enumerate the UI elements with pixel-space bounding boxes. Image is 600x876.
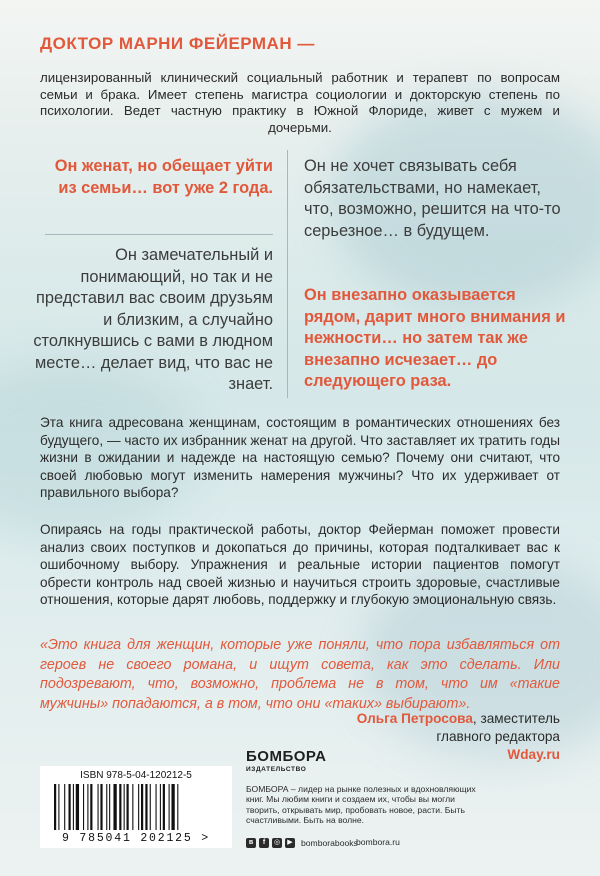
description-paragraph-2: Опираясь на годы практической работы, доктор Фейерман поможет провести анализ своих поступков и докопаться до причины, которая подталкивает вас к ошибочному выбору. Упражнения и реальные истории пациентов помогут обрести контроль над своей жизнью и научиться строить здоровые, счастливые отношения, которые дарят любовь, поддержку и глубокую эмоциональную связь. <box>40 522 560 608</box>
barcode-bars <box>54 784 218 830</box>
ean-digits: 9 785041 202125 > <box>62 832 210 845</box>
barcode <box>40 766 232 848</box>
reviewer-role-2: главного редактора <box>436 729 560 744</box>
publisher-site: bombora.ru <box>356 837 400 847</box>
vertical-divider <box>287 150 288 398</box>
instagram-icon: ◎ <box>273 839 281 846</box>
quote-commitment: Он не хочет связывать себя обязательствами, но намекает, что, возможно, решится на что-то серьезное… в будущем. <box>304 157 561 240</box>
review-quote: «Это книга для женщин, которые уже поняли, что пора избавляться от героев не своего романа, и ищут совета, как это сделать. Или подозревают, что, возможно, проблема не в том, что им «такие мужчины» попадаются, а в том, что они «таких» выбирают». <box>40 637 560 712</box>
author-bio: лицензированный клинический социальный работник и терапевт по вопросам семьи и брака. Имеет степень магистра социологии и докторскую степень по психологии. Ведет частную практику в Южной Флориде, живет с мужем и дочерьми. <box>40 70 560 135</box>
publisher-description: БОМБОРА – лидер на рынке полезных и вдохновляющих книг. Мы любим книги и создаем их, чтобы вы могли творить, открывать мир, пробовать новое, расти. Быть счастливыми. Быть на волне. <box>246 784 476 825</box>
description-paragraph-1: Эта книга адресована женщинам, состоящим в романтических отношениях без будущего, — часто их избранник женат на другой. Что заставляет их тратить годы жизни в ожидании и надежде на настоящую семью? Почему они считают, что своей любовью могут изменить намерения мужчины? Что их удерживает от правильного выбора? <box>40 415 560 501</box>
horizontal-divider <box>45 234 273 235</box>
vk-icon: в <box>246 838 256 848</box>
reviewer-site: Wday.ru <box>507 747 560 762</box>
youtube-icon: ▶ <box>285 838 295 848</box>
publisher-social <box>246 838 358 848</box>
reviewer-name: Ольга Петросова <box>356 711 473 726</box>
quote-disappears: Он внезапно оказывается рядом, дарит много внимания и нежности… но затем так же внезапно исчезает… до следующего раза. <box>304 286 566 390</box>
facebook-icon: f <box>259 838 269 848</box>
quote-married: Он женат, но обещает уйти из семьи… вот уже 2 года. <box>54 157 273 197</box>
publisher-subtitle: ИЗДАТЕЛЬСТВО <box>246 766 307 773</box>
social-handle: bomborabooks <box>301 838 358 848</box>
author-name: ДОКТОР МАРНИ ФЕЙЕРМАН — <box>40 34 315 53</box>
publisher-logo: БОМБОРА <box>246 748 327 765</box>
quote-hidden: Он замечательный и понимающий, но так и не представил вас своим друзьям и близким, а случайно столкнувшись с вами в людном месте… делает вид, что вас не знает. <box>33 246 273 393</box>
isbn-label: ISBN 978-5-04-120212-5 <box>80 770 192 781</box>
reviewer-role: , заместитель <box>472 711 560 726</box>
